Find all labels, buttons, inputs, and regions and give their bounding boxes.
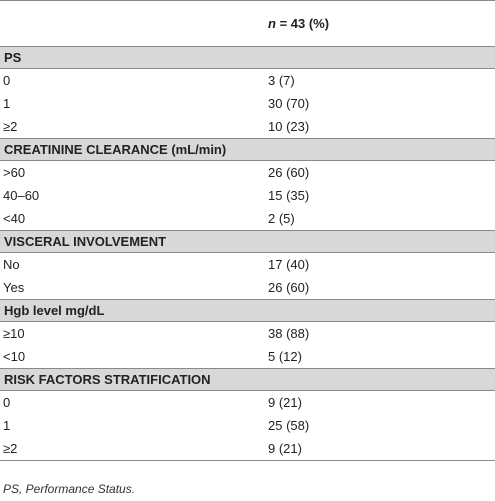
- row-label: Yes: [3, 280, 25, 295]
- section-header-row: [0, 369, 495, 391]
- table-row: [0, 391, 495, 415]
- row-value: 15 (35): [268, 188, 310, 203]
- row-label: 40–60: [3, 188, 40, 203]
- section-title: CREATININE CLEARANCE (mL/min): [0, 139, 495, 161]
- section-header-row: [0, 231, 495, 253]
- row-value: 26 (60): [268, 165, 310, 180]
- row-value: 38 (88): [268, 326, 310, 341]
- row-value: 30 (70): [268, 96, 310, 111]
- row-value: 17 (40): [268, 257, 310, 272]
- row-label: 0: [3, 395, 11, 410]
- table-row: [0, 253, 495, 277]
- table-body: [0, 47, 495, 461]
- section-header-row: [0, 139, 495, 161]
- row-value: 26 (60): [268, 280, 310, 295]
- header-n-symbol: n: [268, 16, 276, 31]
- row-label: ≥10: [3, 326, 25, 341]
- section-title: VISCERAL INVOLVEMENT: [0, 231, 495, 253]
- row-label: 1: [3, 418, 11, 433]
- table-row: [0, 322, 495, 346]
- table-row: [0, 115, 495, 139]
- table-row: [0, 161, 495, 185]
- table-row: [0, 276, 495, 300]
- row-label: ≥2: [0, 437, 266, 461]
- table-row: [0, 414, 495, 437]
- row-value: 9 (21): [266, 437, 495, 461]
- row-value: 3 (7): [268, 73, 295, 88]
- row-label: 1: [3, 96, 11, 111]
- row-value: 9 (21): [268, 395, 302, 410]
- row-label: ≥2: [3, 119, 18, 134]
- header-n-rest: = 43 (%): [275, 16, 330, 31]
- table-row: [0, 184, 495, 207]
- row-label: >60: [3, 165, 26, 180]
- header-label-cell: [0, 1, 266, 47]
- table-row: [0, 437, 495, 461]
- row-value: 10 (23): [268, 119, 310, 134]
- table-row: [0, 69, 495, 93]
- section-title: RISK FACTORS STRATIFICATION: [0, 369, 495, 391]
- table-row: [0, 345, 495, 369]
- section-header-row: [0, 47, 495, 69]
- section-title: Hgb level mg/dL: [0, 300, 495, 322]
- row-label: No: [3, 257, 20, 272]
- table-row: [0, 92, 495, 115]
- row-label: 0: [3, 73, 11, 88]
- table-row: [0, 207, 495, 231]
- section-header-row: [0, 300, 495, 322]
- row-value: 25 (58): [268, 418, 310, 433]
- header-n-cell: [266, 1, 495, 47]
- row-value: 2 (5): [268, 211, 295, 226]
- table-header-row: [0, 1, 495, 47]
- row-value: 5 (12): [268, 349, 302, 364]
- row-label: <10: [3, 349, 26, 364]
- row-label: <40: [3, 211, 26, 226]
- table-footnote: PS, Performance Status.: [3, 482, 136, 496]
- section-title: PS: [0, 47, 495, 69]
